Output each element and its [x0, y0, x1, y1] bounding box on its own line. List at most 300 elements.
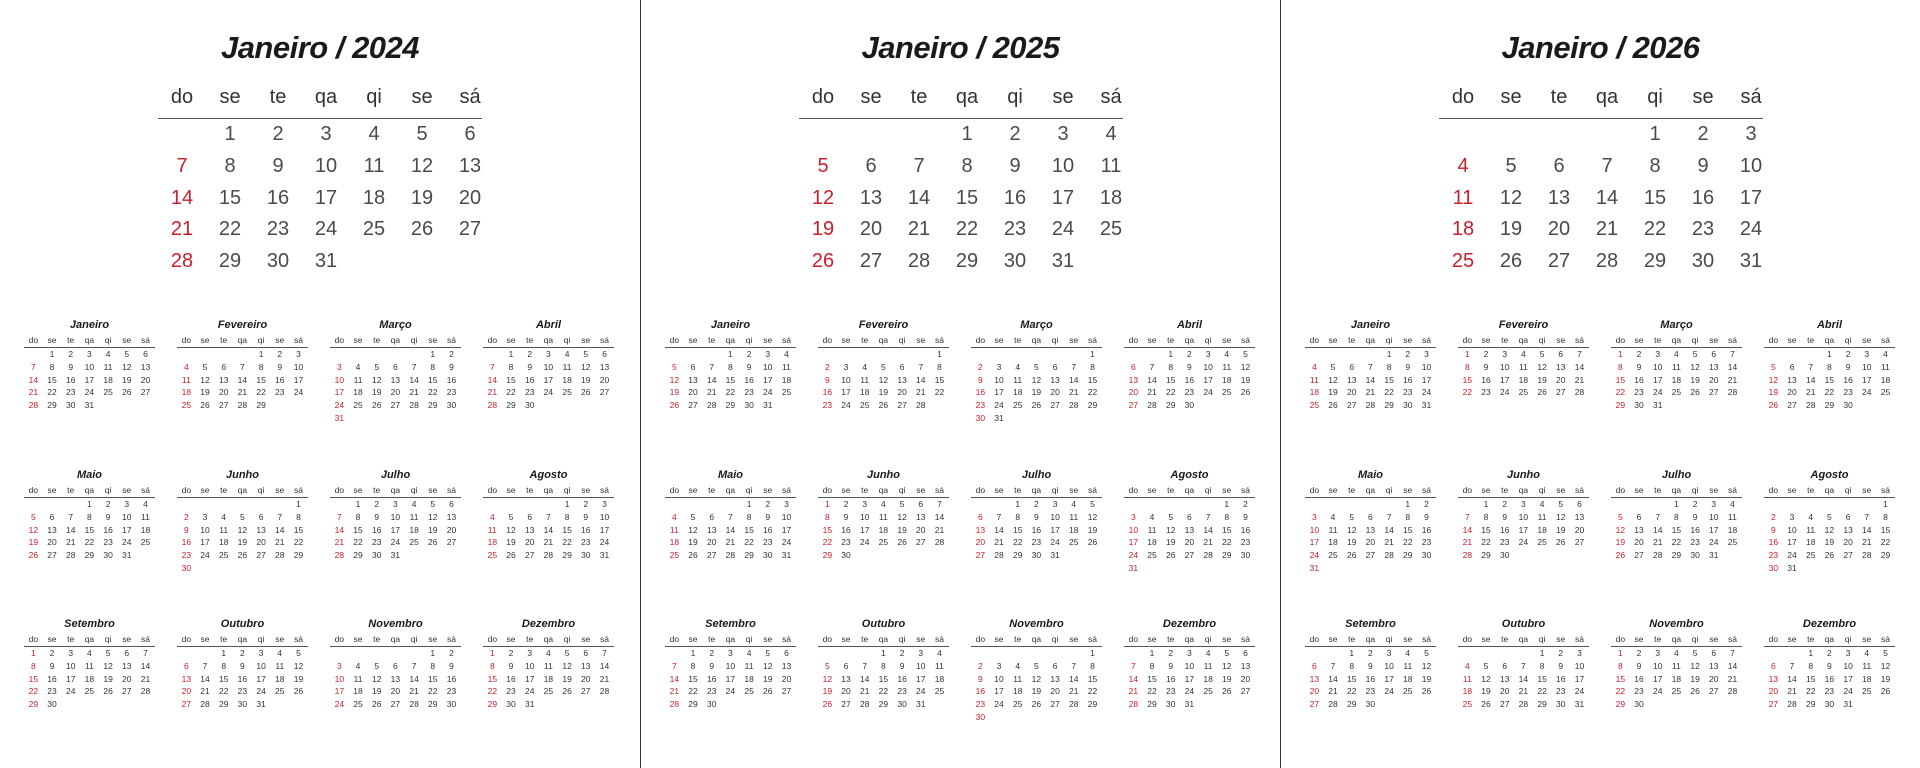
day-cell — [1783, 498, 1802, 511]
day-cell: 18 — [1880, 374, 1891, 385]
day-cell — [1764, 498, 1783, 511]
day-cell — [177, 647, 196, 660]
day-cell: 9 — [449, 660, 454, 671]
weekday-label: se — [275, 335, 285, 345]
day-cell: 3 — [1424, 349, 1429, 359]
week-row — [177, 511, 308, 524]
weekday-label: se — [200, 335, 210, 345]
day-cell: 26 — [1615, 550, 1626, 561]
day-cell: 10 — [1050, 511, 1060, 522]
week-row — [1764, 685, 1895, 698]
day-cell: 19 — [1165, 537, 1176, 548]
weekday-label: sá — [1087, 485, 1097, 495]
day-cell — [1380, 562, 1399, 575]
day-cell: 30 — [1824, 699, 1835, 710]
day-cell: 30 — [1634, 699, 1644, 710]
day-cell: 14 — [1462, 524, 1473, 535]
weekday-label: do — [1128, 485, 1139, 495]
day-cell: 27 — [1309, 699, 1320, 710]
day-cell: 6 — [1789, 361, 1795, 372]
day-cell — [1495, 647, 1514, 660]
day-cell: 13 — [599, 361, 610, 372]
day-cell — [1236, 698, 1255, 711]
day-cell — [1046, 412, 1065, 425]
day-cell — [1667, 399, 1686, 412]
week-row — [971, 348, 1102, 361]
day-cell: 4 — [1105, 123, 1117, 145]
day-cell: 5 — [1034, 660, 1039, 671]
month-mini-calendar — [818, 468, 949, 562]
weekday-label: do — [1615, 335, 1626, 345]
day-cell: 14 — [1787, 673, 1797, 684]
day-cell: 20 — [47, 537, 57, 548]
day-cell: 6 — [221, 361, 227, 372]
day-cell: 7 — [1864, 511, 1870, 522]
day-cell: 2 — [1405, 349, 1411, 359]
months-grid — [24, 318, 624, 738]
day-cell: 28 — [1805, 400, 1816, 411]
day-cell: 12 — [1690, 361, 1700, 372]
day-cell: 22 — [1462, 387, 1473, 398]
week-row — [818, 498, 949, 511]
day-cell: 26 — [1165, 550, 1176, 561]
day-cell: 15 — [1537, 673, 1547, 684]
day-cell — [1161, 562, 1180, 575]
weekday-label: qa — [725, 485, 736, 495]
day-cell: 9 — [1424, 511, 1429, 522]
weekday-label: do — [975, 485, 986, 495]
weekday-label: te — [910, 86, 928, 108]
day-cell — [117, 399, 136, 412]
day-cell: 22 — [487, 686, 498, 697]
month-mini-calendar — [330, 468, 461, 562]
day-cell: 10 — [543, 361, 554, 372]
day-cell — [1686, 698, 1705, 711]
week-row — [1611, 399, 1742, 412]
day-cell: 20 — [1556, 374, 1566, 385]
day-cell — [837, 647, 856, 660]
day-cell: 6 — [583, 648, 589, 658]
weekday-label: qa — [1518, 634, 1529, 644]
day-cell: 17 — [841, 387, 851, 398]
weekday-label: sá — [293, 485, 303, 495]
weekday-label: qi — [1844, 485, 1852, 495]
week-row — [24, 511, 155, 524]
day-cell: 13 — [390, 673, 401, 684]
day-cell: 24 — [841, 400, 851, 411]
week-row — [1764, 647, 1895, 660]
weekday-label: te — [1501, 634, 1509, 644]
day-cell: 26 — [122, 387, 132, 398]
day-cell: 31 — [256, 699, 266, 710]
day-cell: 11 — [1147, 524, 1157, 535]
day-cell: 28 — [1328, 699, 1338, 710]
weekday-label: se — [1069, 634, 1079, 644]
weekday-label: do — [1615, 634, 1626, 644]
weekday-label: se — [763, 335, 773, 345]
week-row — [971, 647, 1102, 660]
day-cell: 15 — [218, 186, 242, 209]
day-cell: 5 — [296, 648, 301, 658]
week-row — [1305, 361, 1436, 374]
day-cell: 26 — [1690, 686, 1700, 697]
week-row — [1305, 660, 1436, 673]
day-cell: 13 — [1574, 511, 1585, 522]
weekday-label: sá — [293, 634, 303, 644]
weekday-label: se — [1328, 634, 1338, 644]
day-cell: 14 — [1805, 374, 1816, 385]
day-cell: 21 — [28, 387, 39, 398]
panel-title: Janeiro / 2026 — [1501, 30, 1700, 65]
day-cell: 16 — [275, 374, 285, 385]
day-cell: 17 — [916, 673, 926, 684]
day-cell — [1143, 348, 1162, 361]
day-cell: 20 — [859, 218, 883, 241]
weekday-label: se — [47, 634, 57, 644]
day-cell: 15 — [1384, 374, 1394, 385]
day-cell: 11 — [1518, 361, 1528, 372]
day-cell: 3 — [1130, 511, 1136, 522]
day-cell: 26 — [1690, 387, 1700, 398]
day-cell: 29 — [955, 250, 979, 273]
week-row — [483, 498, 614, 511]
weekday-label: se — [916, 485, 926, 495]
day-cell: 14 — [275, 524, 285, 535]
day-cell: 21 — [487, 387, 498, 398]
weekday-label: do — [334, 634, 345, 644]
day-cell: 19 — [103, 673, 113, 684]
day-cell: 15 — [256, 374, 266, 385]
day-cell — [1217, 562, 1236, 575]
weekday-label: qa — [1824, 335, 1835, 345]
day-cell: 26 — [1328, 400, 1338, 411]
week-row — [330, 374, 461, 387]
day-cell: 27 — [458, 218, 482, 241]
day-cell: 2 — [1424, 499, 1429, 509]
day-cell: 28 — [706, 400, 717, 411]
weekday-label: se — [1862, 335, 1872, 345]
day-cell: 18 — [1451, 218, 1475, 241]
day-cell: 21 — [409, 387, 419, 398]
day-cell: 28 — [1595, 250, 1619, 273]
day-cell: 1 — [1090, 648, 1095, 658]
day-cell: 2 — [183, 511, 189, 522]
day-cell: 21 — [1727, 374, 1738, 385]
week-row — [330, 549, 461, 562]
day-cell — [1820, 498, 1839, 511]
day-cell: 13 — [122, 660, 132, 671]
weekday-label: qa — [390, 634, 401, 644]
day-cell — [1064, 647, 1083, 660]
day-cell: 6 — [602, 349, 607, 359]
weekday-label: qi — [1204, 335, 1212, 345]
month-title: Novembro — [368, 618, 423, 630]
week-row — [1305, 498, 1436, 511]
day-cell: 2 — [977, 361, 983, 372]
month-mini-calendar — [1611, 468, 1742, 562]
day-cell: 15 — [1087, 374, 1098, 385]
day-cell: 22 — [256, 387, 266, 398]
day-cell: 17 — [122, 524, 132, 535]
day-cell: 4 — [1015, 361, 1021, 372]
week-row — [971, 386, 1102, 399]
day-cell: 20 — [1346, 387, 1357, 398]
day-cell: 10 — [1787, 524, 1797, 535]
day-cell: 10 — [293, 361, 304, 372]
day-cell: 5 — [1692, 648, 1698, 658]
day-cell: 30 — [1691, 250, 1715, 273]
week-row — [483, 549, 614, 562]
day-cell: 4 — [1730, 499, 1735, 509]
day-cell: 31 — [763, 400, 773, 411]
day-cell: 1 — [961, 123, 973, 145]
day-cell: 4 — [1464, 660, 1470, 671]
day-cell: 7 — [143, 648, 148, 658]
day-cell — [1124, 348, 1143, 361]
weekday-label: do — [487, 335, 498, 345]
weekday-label: se — [581, 634, 591, 644]
day-cell: 22 — [1147, 686, 1157, 697]
day-cell: 8 — [508, 361, 514, 372]
day-cell: 20 — [1843, 537, 1853, 548]
week-row — [1458, 511, 1589, 524]
day-cell: 14 — [1574, 361, 1585, 372]
day-cell: 13 — [1050, 374, 1060, 385]
day-cell: 6 — [977, 511, 983, 522]
weekday-label: qa — [1031, 634, 1042, 644]
weekday-label: sá — [781, 634, 791, 644]
day-cell: 28 — [275, 550, 285, 561]
day-cell: 26 — [1240, 387, 1251, 398]
day-cell: 4 — [1224, 349, 1230, 359]
day-cell — [1439, 119, 1487, 151]
day-cell: 19 — [669, 387, 680, 398]
day-cell: 22 — [28, 686, 39, 697]
weekday-label: se — [1709, 485, 1719, 495]
day-cell: 13 — [1309, 673, 1320, 684]
day-cell: 12 — [371, 374, 382, 385]
day-cell: 5 — [1539, 349, 1545, 359]
day-cell — [1533, 549, 1552, 562]
day-cell: 11 — [935, 660, 944, 671]
day-cell: 5 — [1034, 361, 1039, 372]
day-cell: 27 — [256, 550, 266, 561]
day-cell: 11 — [1403, 660, 1413, 671]
day-cell: 20 — [975, 537, 986, 548]
day-cell: 18 — [781, 374, 792, 385]
day-cell: 2 — [49, 648, 55, 658]
day-cell: 18 — [1462, 686, 1473, 697]
day-cell: 12 — [410, 154, 434, 177]
day-cell: 21 — [725, 537, 736, 548]
week-row — [971, 374, 1102, 387]
day-cell: 7 — [602, 648, 607, 658]
day-cell: 16 — [181, 537, 192, 548]
day-cell: 26 — [669, 400, 680, 411]
weekday-label: sá — [1421, 634, 1431, 644]
weekday-header — [177, 634, 308, 647]
weekday-label: qa — [1824, 634, 1835, 644]
day-cell: 22 — [506, 387, 516, 398]
day-cell: 24 — [1184, 686, 1195, 697]
day-cell: 24 — [1862, 387, 1872, 398]
day-cell — [1342, 562, 1361, 575]
day-cell: 20 — [688, 387, 698, 398]
day-cell: 7 — [671, 660, 677, 671]
month-title: Dezembro — [521, 618, 576, 630]
week-row — [1458, 698, 1589, 711]
day-cell: 9 — [68, 361, 74, 372]
weekday-label: do — [334, 335, 345, 345]
weekday-label: sá — [599, 485, 609, 495]
month-title: Julho — [1021, 469, 1052, 481]
weekday-label: sá — [140, 634, 150, 644]
weekday-header — [1124, 485, 1255, 498]
day-cell: 31 — [1309, 562, 1320, 573]
day-cell: 27 — [181, 699, 192, 710]
month-title: Abril — [1816, 319, 1843, 331]
day-cell: 18 — [1671, 673, 1682, 684]
day-cell: 2 — [1636, 349, 1642, 359]
day-cell — [1764, 647, 1783, 660]
day-cell: 21 — [1365, 387, 1376, 398]
day-cell: 29 — [487, 699, 498, 710]
day-cell: 15 — [28, 673, 39, 684]
weekday-label: se — [1634, 634, 1644, 644]
week-row — [665, 386, 796, 399]
day-cell: 3 — [728, 648, 733, 658]
day-cell: 1 — [728, 349, 733, 359]
day-cell: 20 — [1050, 387, 1060, 398]
day-cell: 27 — [390, 400, 401, 411]
day-cell: 4 — [1457, 154, 1469, 177]
day-cell: 29 — [1087, 699, 1098, 710]
day-cell: 10 — [994, 374, 1004, 385]
day-cell — [930, 698, 949, 711]
day-cell: 2 — [105, 499, 111, 509]
day-cell — [1064, 549, 1083, 562]
day-cell: 18 — [103, 374, 113, 385]
week-row — [1458, 524, 1589, 537]
day-cell — [386, 647, 405, 660]
day-cell — [349, 647, 368, 660]
week-row — [971, 524, 1102, 537]
day-cell: 5 — [765, 648, 771, 658]
day-cell: 7 — [489, 361, 495, 372]
month-mini-calendar — [177, 617, 308, 711]
day-cell — [539, 698, 558, 711]
day-cell: 28 — [1203, 550, 1213, 561]
day-cell — [1820, 562, 1839, 575]
weekday-label: se — [1069, 335, 1079, 345]
week-row — [818, 348, 949, 361]
day-cell: 28 — [934, 537, 945, 548]
day-cell: 20 — [1128, 387, 1139, 398]
day-cell: 12 — [1880, 660, 1891, 671]
day-cell — [1324, 498, 1343, 511]
weekday-header — [818, 485, 949, 498]
day-cell: 28 — [1727, 387, 1738, 398]
day-cell: 22 — [428, 686, 438, 697]
month-mini-calendar — [1305, 617, 1436, 711]
day-cell — [252, 562, 271, 575]
day-cell — [136, 399, 155, 412]
day-cell: 19 — [1537, 374, 1547, 385]
day-cell — [740, 698, 759, 711]
day-cell: 30 — [1690, 550, 1700, 561]
day-cell: 13 — [1050, 673, 1060, 684]
week-row — [1124, 698, 1255, 711]
day-cell: 5 — [1330, 361, 1336, 372]
day-cell: 16 — [822, 387, 833, 398]
day-cell — [595, 399, 614, 412]
day-cell: 2 — [1558, 648, 1564, 658]
day-cell — [233, 498, 252, 511]
day-cell — [1514, 549, 1533, 562]
day-cell: 1 — [1168, 349, 1174, 359]
day-cell: 12 — [200, 374, 210, 385]
day-cell: 12 — [562, 660, 572, 671]
day-cell: 12 — [1768, 374, 1779, 385]
day-cell: 4 — [546, 648, 551, 658]
day-cell: 11 — [1452, 186, 1474, 209]
month-mini-calendar — [971, 318, 1102, 425]
day-cell: 17 — [334, 387, 345, 398]
day-cell: 5 — [202, 361, 208, 372]
day-cell: 4 — [411, 499, 417, 509]
day-cell: 19 — [428, 524, 438, 535]
day-cell: 9 — [1187, 361, 1192, 372]
month-title: Junho — [1507, 469, 1540, 481]
day-cell: 15 — [1615, 673, 1626, 684]
day-cell — [349, 348, 368, 361]
day-cell: 30 — [706, 699, 717, 710]
day-cell: 28 — [1462, 550, 1473, 561]
day-cell: 17 — [543, 374, 554, 385]
day-cell: 6 — [1187, 511, 1192, 522]
weekday-header — [1305, 634, 1436, 647]
day-cell: 29 — [1384, 400, 1394, 411]
day-cell — [702, 498, 721, 511]
day-cell: 20 — [706, 537, 717, 548]
day-cell: 14 — [200, 673, 210, 684]
week-row — [24, 399, 155, 412]
day-cell: 15 — [1805, 673, 1816, 684]
day-cell — [1380, 698, 1399, 711]
day-cell: 24 — [1421, 387, 1432, 398]
day-cell: 11 — [1881, 361, 1890, 372]
week-row — [24, 361, 155, 374]
day-cell: 1 — [489, 648, 495, 658]
day-cell: 12 — [1556, 511, 1566, 522]
day-cell — [665, 498, 684, 511]
day-cell — [818, 348, 837, 361]
week-row — [483, 660, 614, 673]
day-cell — [1583, 119, 1631, 151]
day-cell: 29 — [1880, 550, 1891, 561]
week-row — [177, 549, 308, 562]
day-cell: 23 — [1165, 686, 1176, 697]
day-cell: 23 — [975, 699, 986, 710]
day-cell: 3 — [1205, 349, 1211, 359]
day-cell: 30 — [975, 412, 986, 423]
day-cell: 5 — [1090, 499, 1095, 509]
day-cell: 12 — [763, 660, 773, 671]
day-cell: 14 — [1727, 660, 1738, 671]
day-cell: 29 — [293, 550, 304, 561]
week-row — [971, 361, 1102, 374]
day-cell: 6 — [709, 511, 715, 522]
